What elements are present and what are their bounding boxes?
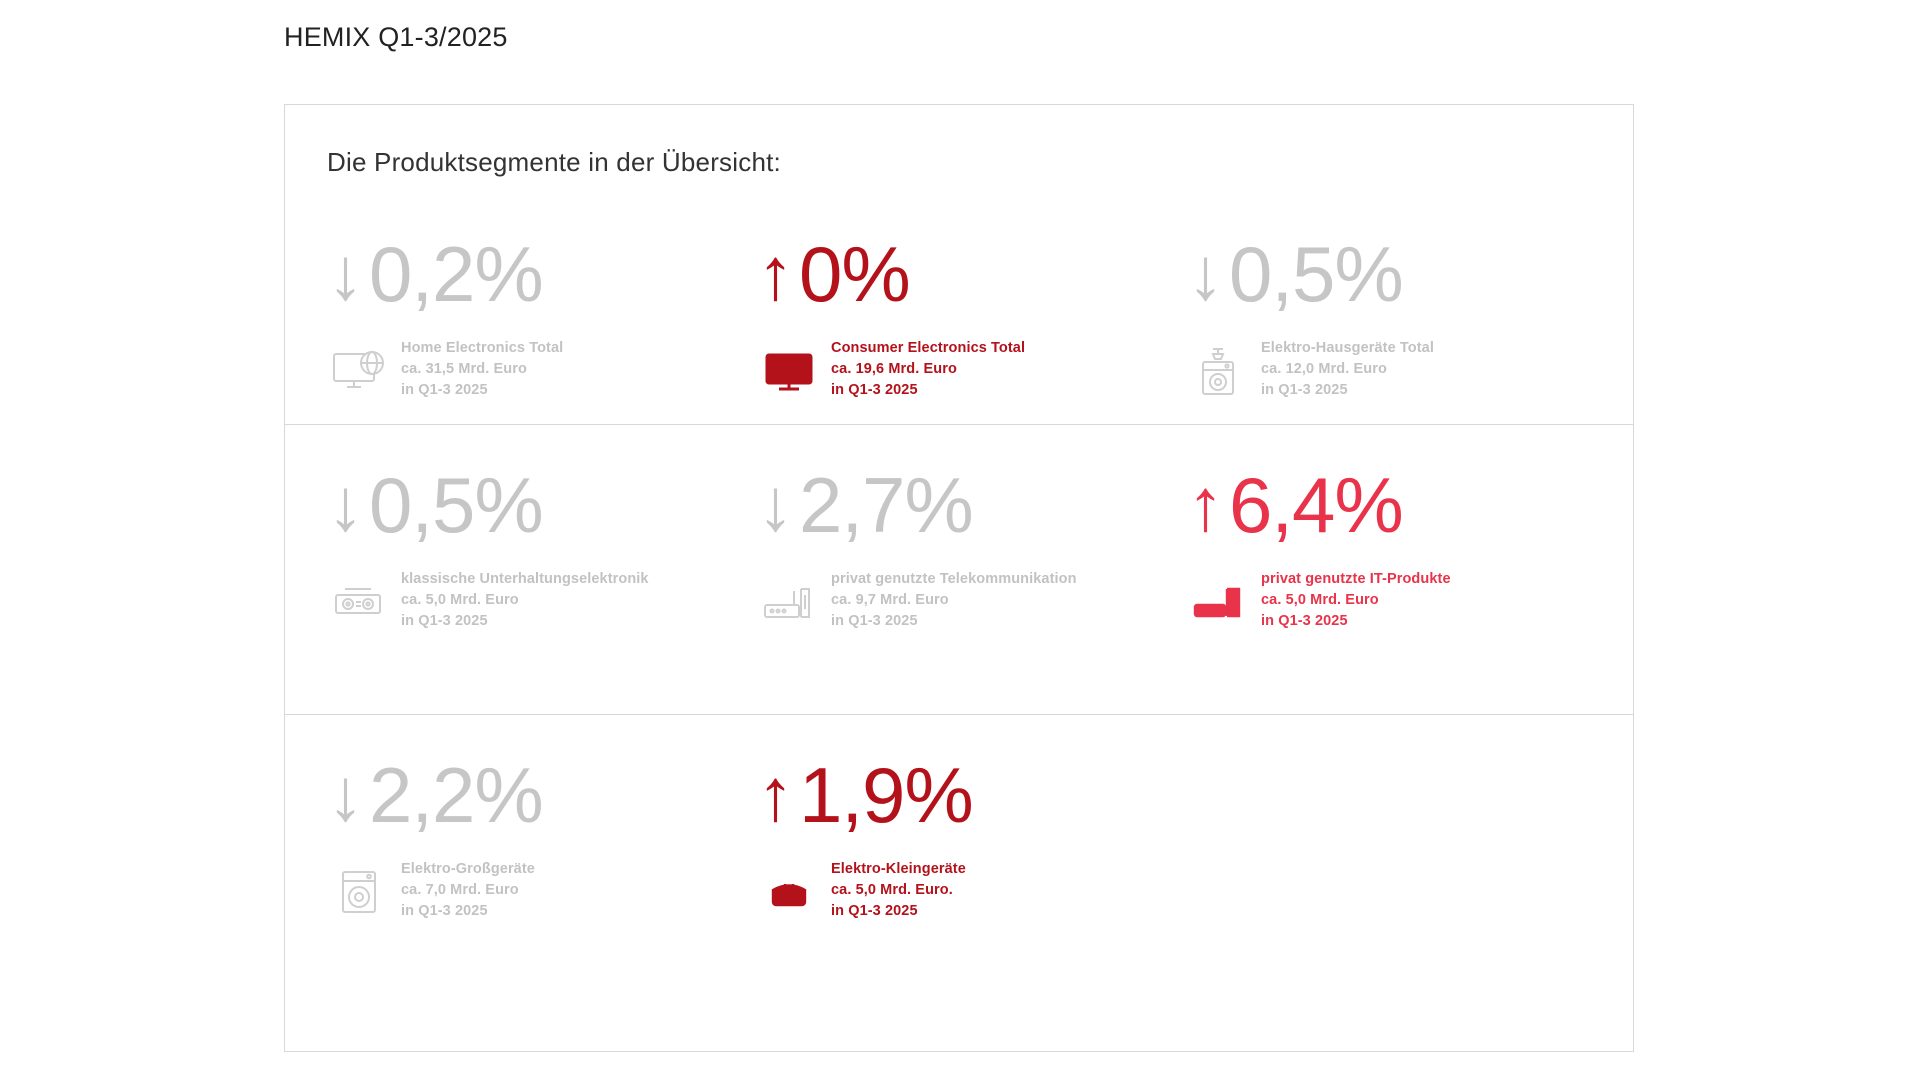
segment-card-empty: [1187, 715, 1617, 1004]
segment-labels: [401, 338, 563, 401]
segment-labels: [1261, 338, 1434, 401]
segment-change-value: 0%: [799, 230, 910, 318]
segment-detail: [757, 338, 1187, 402]
segment-change: [757, 743, 1187, 847]
segment-period: in Q1-3 2025: [401, 903, 488, 920]
segment-revenue: ca. 5,0 Mrd. Euro: [401, 592, 519, 609]
segment-change: [757, 453, 1187, 557]
segment-card-elektro-kleingeraete: [757, 715, 1187, 1004]
arrow-up-icon: ↑: [757, 753, 793, 836]
segment-labels: [831, 338, 1025, 401]
segment-card-telekommunikation: [757, 425, 1187, 714]
segment-period: in Q1-3 2025: [831, 903, 918, 920]
speaker-icon: [327, 571, 391, 633]
washing-machine-icon: [327, 861, 391, 923]
segment-name: Elektro-Kleingeräte: [831, 861, 966, 877]
segment-period: in Q1-3 2025: [401, 382, 488, 399]
arrow-down-icon: ↓: [1187, 232, 1223, 315]
segment-labels: [831, 569, 1077, 632]
arrow-down-icon: ↓: [757, 463, 793, 546]
segment-detail: [757, 859, 1187, 923]
router-phone-icon: [757, 571, 821, 633]
arrow-down-icon: ↓: [327, 463, 363, 546]
monitor-globe-icon: [327, 340, 391, 402]
segment-labels: [831, 859, 966, 922]
segment-change-value: 1,9%: [799, 751, 973, 839]
segment-detail: [1187, 338, 1617, 402]
segment-revenue: ca. 7,0 Mrd. Euro: [401, 882, 519, 899]
segment-change-value: 2,7%: [799, 461, 973, 549]
segment-detail: [1187, 569, 1617, 633]
segment-revenue: ca. 19,6 Mrd. Euro: [831, 361, 957, 378]
segment-name: klassische Unterhaltungselektronik: [401, 571, 649, 587]
segment-name: Elektro-Großgeräte: [401, 861, 535, 877]
segment-change-value: 6,4%: [1229, 461, 1403, 549]
segment-revenue: ca. 12,0 Mrd. Euro: [1261, 361, 1387, 378]
segment-name: privat genutzte IT-Produkte: [1261, 571, 1451, 587]
segment-change: [327, 453, 757, 557]
segment-period: in Q1-3 2025: [401, 613, 488, 630]
segment-card-elektro-grossgeraete: [327, 715, 757, 1004]
laptop-printer-icon: [1187, 571, 1251, 633]
arrow-up-icon: ↑: [757, 232, 793, 315]
segment-change-value: 0,5%: [369, 461, 543, 549]
segment-revenue: ca. 5,0 Mrd. Euro.: [831, 882, 953, 899]
segment-period: in Q1-3 2025: [831, 613, 918, 630]
segment-name: Consumer Electronics Total: [831, 340, 1026, 356]
segment-name: Home Electronics Total: [401, 340, 564, 356]
segment-detail: [757, 569, 1187, 633]
segment-row: [285, 424, 1633, 714]
segment-card-home-electronics-total: [327, 196, 757, 424]
segment-name: Elektro-Hausgeräte Total: [1261, 340, 1434, 356]
segment-card-klassische-unterhaltungselektronik: [327, 425, 757, 714]
tv-icon: [757, 340, 821, 402]
segment-change: [1187, 453, 1617, 557]
arrow-down-icon: ↓: [327, 753, 363, 836]
segment-rows: [285, 196, 1633, 1004]
segment-detail: [327, 338, 757, 402]
segment-change-value: 0,5%: [1229, 230, 1403, 318]
segment-row: [285, 196, 1633, 424]
segment-labels: [401, 859, 535, 922]
segment-detail: [327, 569, 757, 633]
segment-revenue: ca. 9,7 Mrd. Euro: [831, 592, 949, 609]
segment-card-it-produkte: [1187, 425, 1617, 714]
segment-period: in Q1-3 2025: [1261, 382, 1348, 399]
segment-change-value: 2,2%: [369, 751, 543, 839]
washing-machine-mixer-icon: [1187, 340, 1251, 402]
segment-detail: [327, 859, 757, 923]
segment-period: in Q1-3 2025: [1261, 613, 1348, 630]
arrow-up-icon: ↑: [1187, 463, 1223, 546]
panel-heading: Die Produktsegmente in der Übersicht:: [327, 147, 781, 177]
segment-change: [1187, 222, 1617, 326]
segment-change: [757, 222, 1187, 326]
arrow-down-icon: ↓: [327, 232, 363, 315]
segment-change-value: 0,2%: [369, 230, 543, 318]
segment-period: in Q1-3 2025: [831, 382, 918, 399]
segment-change: [327, 222, 757, 326]
toaster-icon: [757, 861, 821, 923]
segment-revenue: ca. 5,0 Mrd. Euro: [1261, 592, 1379, 609]
segment-revenue: ca. 31,5 Mrd. Euro: [401, 361, 527, 378]
segment-change: [327, 743, 757, 847]
segment-row: [285, 714, 1633, 1004]
segment-labels: [401, 569, 649, 632]
segment-card-consumer-electronics-total: [757, 196, 1187, 424]
segment-labels: [1261, 569, 1451, 632]
page-title: HEMIX Q1-3/2025: [284, 22, 508, 52]
segment-name: privat genutzte Telekommunikation: [831, 571, 1077, 587]
segment-card-elektro-hausgeraete-total: [1187, 196, 1617, 424]
segments-panel: [284, 104, 1634, 1052]
